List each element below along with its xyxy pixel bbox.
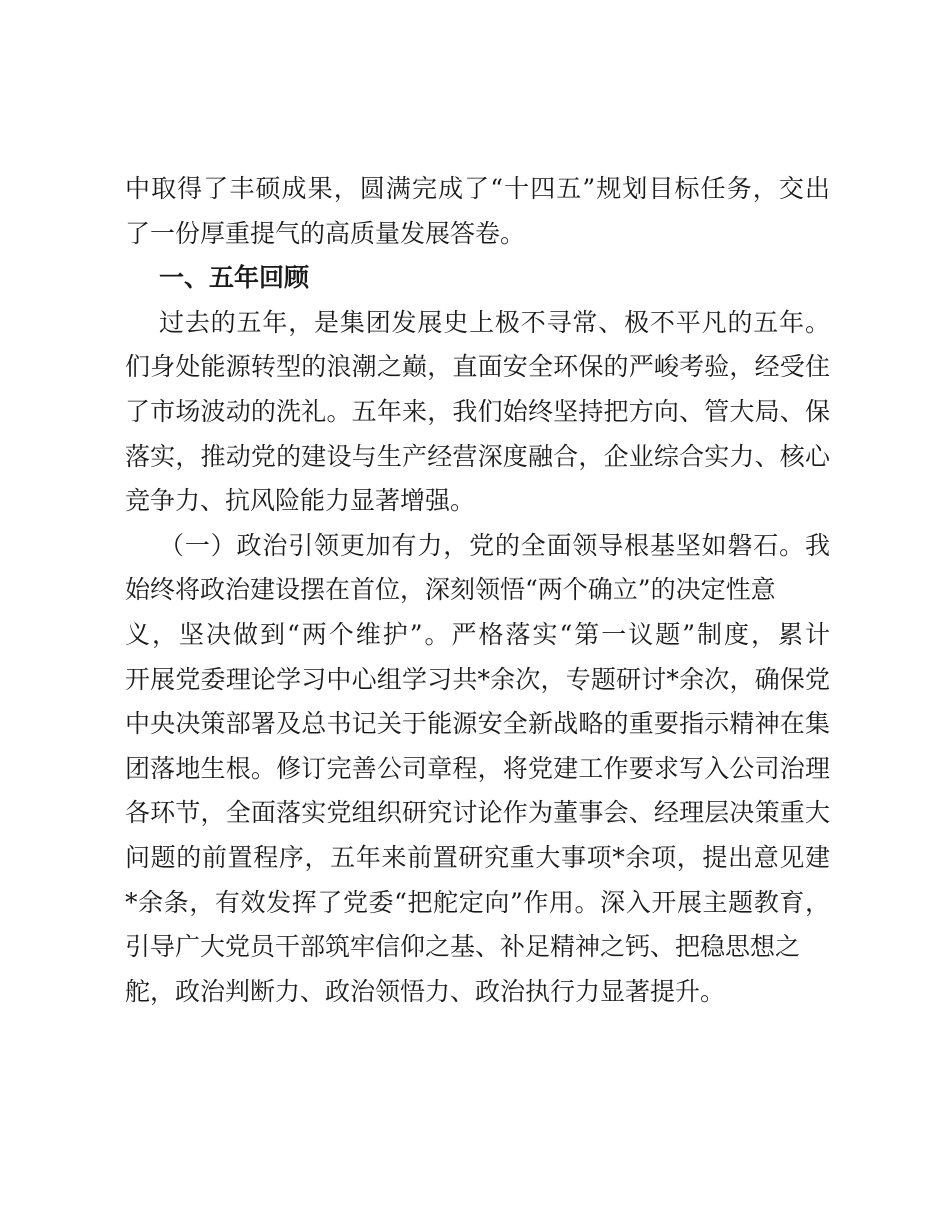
paragraph-line: 中央决策部署及总书记关于能源安全新战略的重要指示精神在集 (125, 709, 830, 739)
continuation-line: 中取得了丰硕成果，圆满完成了“十四五”规划目标任务，交出 (125, 174, 830, 203)
paragraph-line: 义，坚决做到“两个维护”。严格落实“第一议题”制度，累计 (125, 619, 830, 649)
paragraph-line: 各环节，全面落实党组织研究讨论作为董事会、经理层决策重大 (125, 798, 830, 828)
paragraph-line: 团落地生根。修订完善公司章程，将党建工作要求写入公司治理 (125, 753, 830, 783)
paragraph-line: 开展党委理论学习中心组学习共*余次，专题研讨*余次，确保党 (125, 664, 830, 694)
paragraph-line: 过去的五年，是集团发展史上极不寻常、极不平凡的五年。 (159, 307, 830, 337)
paragraph-line: 舵，政治判断力、政治领悟力、政治执行力显著提升。 (125, 976, 726, 1006)
paragraph-line: 竞争力、抗风险能力显著增强。 (125, 486, 476, 516)
paragraph-line: 问题的前置程序，五年来前置研究重大事项*余项，提出意见建 (125, 842, 830, 872)
section-heading: 一、五年回顾 (159, 263, 310, 293)
document-body (125, 167, 845, 1014)
paragraph-line: （一）政治引领更加有力，党的全面领导根基坚如磐石。我 (159, 530, 830, 560)
paragraph-line: 落实，推动党的建设与生产经营深度融合，企业综合实力、核心 (125, 441, 830, 471)
paragraph-line: 引导广大党员干部筑牢信仰之基、补足精神之钙、把稳思想之 (125, 932, 801, 962)
paragraph-line: 们身处能源转型的浪潮之巅，直面安全环保的严峻考验，经受住 (125, 352, 830, 382)
continuation-line: 了一份厚重提气的高质量发展答卷。 (125, 218, 526, 248)
paragraph-line: 了市场波动的洗礼。五年来，我们始终坚持把方向、管大局、保 (125, 396, 830, 426)
paragraph-line: *余条，有效发挥了党委“把舵定向”作用。深入开展主题教育， (125, 887, 830, 917)
paragraph-line: 始终将政治建设摆在首位，深刻领悟“两个确立”的决定性意 (125, 575, 776, 605)
